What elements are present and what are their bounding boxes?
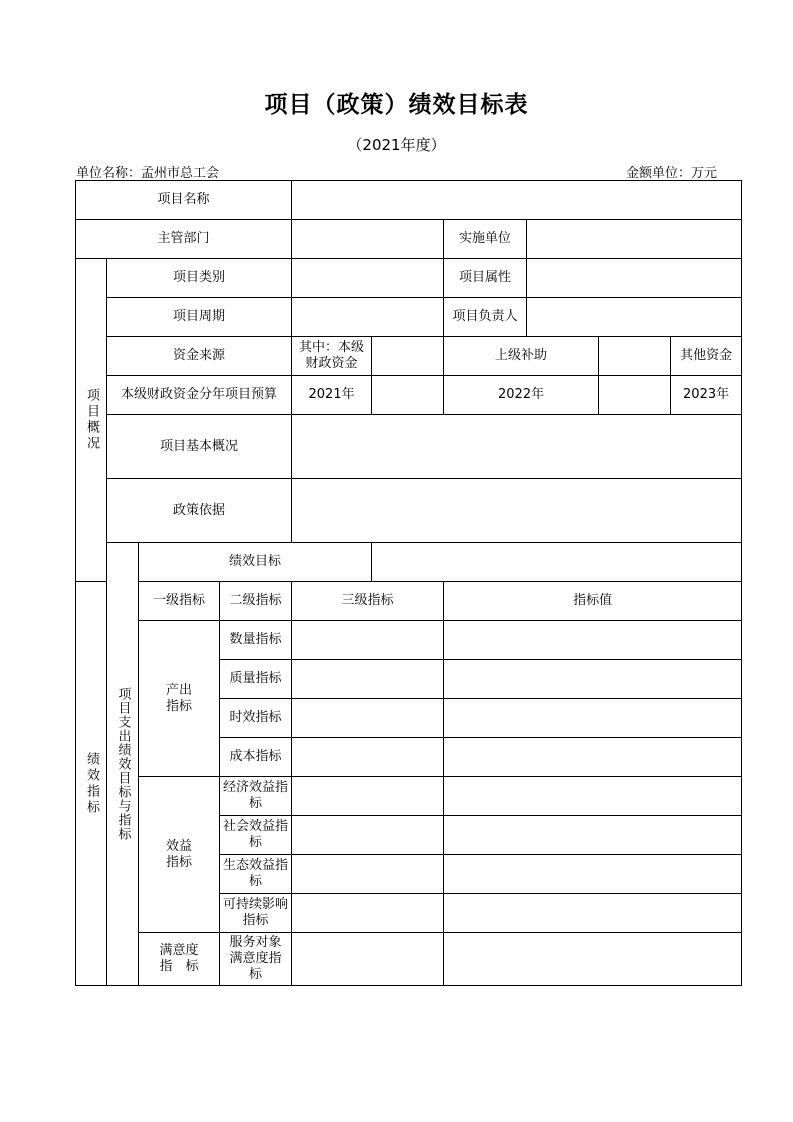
value-satisfaction-l3[interactable]: [292, 933, 444, 986]
value-project-name[interactable]: [292, 181, 742, 220]
label-output: [139, 621, 220, 777]
label-benefit-ecological: 生态效益指 标: [220, 855, 292, 894]
label-satisfaction: [139, 933, 220, 986]
row-fund-source: [76, 337, 742, 376]
value-benefit-social-l3[interactable]: [292, 816, 444, 855]
amount-unit: 金额单位：万元: [625, 166, 717, 181]
value-project-type[interactable]: [292, 259, 444, 298]
header-level2: 二级指标: [220, 582, 292, 621]
label-benefit-economic: 经济效益指 标: [220, 777, 292, 816]
label-benefit-social: 社会效益指 标: [220, 816, 292, 855]
label-fund-local: [292, 337, 372, 376]
row-indicator-header: [76, 582, 742, 621]
label-year-2022: 2022年: [444, 376, 599, 415]
label-project-overview: 项目基本概况: [107, 415, 292, 479]
value-output-quality[interactable]: [444, 660, 742, 699]
page-title: 项目（政策）绩效目标表: [264, 92, 529, 118]
value-benefit-sustainable-l3[interactable]: [292, 894, 444, 933]
label-project-leader: 项目负责人: [444, 298, 527, 337]
label-project-attr: 项目属性: [444, 259, 527, 298]
value-output-timeliness-l3[interactable]: [292, 699, 444, 738]
value-benefit-ecological-l3[interactable]: [292, 855, 444, 894]
value-benefit-economic[interactable]: [444, 777, 742, 816]
section-overview: [76, 259, 107, 582]
label-output-timeliness: 时效指标: [220, 699, 292, 738]
label-satisfaction-text: 满意度指 标: [159, 943, 199, 974]
value-project-overview[interactable]: [292, 415, 742, 479]
row-policy-basis: [76, 479, 742, 543]
header-level1: 一级指标: [139, 582, 220, 621]
value-department[interactable]: [292, 220, 444, 259]
label-year-2023: 2023年: [671, 376, 742, 415]
section-performance-label: 项目支出绩效目标与指标: [115, 687, 131, 841]
label-impl-unit: 实施单位: [444, 220, 527, 259]
value-fund-local[interactable]: [372, 337, 444, 376]
value-output-quantity[interactable]: [444, 621, 742, 660]
label-fund-local-text: 其中：本级财政资金: [299, 340, 365, 371]
row-benefit-economic: [76, 777, 742, 816]
row-project-type: [76, 259, 742, 298]
label-benefit-sustainable: 可持续影响指标: [220, 894, 292, 933]
label-satisfaction-item: [220, 933, 308, 986]
value-impl-unit[interactable]: [527, 220, 742, 259]
label-perf-goal: 绩效目标: [139, 543, 372, 582]
label-output-text: 产出指标: [165, 682, 192, 714]
section-overview-label: 项目概况: [84, 388, 99, 452]
year-subtitle: （2021年度）: [347, 136, 446, 154]
row-budget-by-year: [76, 376, 742, 415]
value-benefit-ecological[interactable]: [444, 855, 742, 894]
value-perf-goal[interactable]: [372, 543, 742, 582]
label-department: 主管部门: [76, 220, 292, 259]
value-output-quantity-l3[interactable]: [292, 621, 444, 660]
label-project-name: 项目名称: [76, 181, 292, 220]
section-performance: [107, 543, 139, 986]
label-fund-other: 其他资金: [671, 337, 742, 376]
value-output-quality-l3[interactable]: [292, 660, 444, 699]
value-benefit-sustainable[interactable]: [444, 894, 742, 933]
row-project-overview: [76, 415, 742, 479]
value-output-timeliness[interactable]: [444, 699, 742, 738]
label-policy-basis: 政策依据: [107, 479, 292, 543]
row-department: [76, 220, 742, 259]
label-output-cost: 成本指标: [220, 738, 292, 777]
value-project-leader[interactable]: [527, 298, 742, 337]
value-output-cost[interactable]: [444, 738, 742, 777]
value-project-attr[interactable]: [527, 259, 742, 298]
value-satisfaction[interactable]: [444, 933, 742, 986]
label-satisfaction-item-text: 服务对象满意度指 标: [229, 935, 308, 982]
value-output-cost-l3[interactable]: [292, 738, 444, 777]
section-perf-indicators-label: 绩效指标: [84, 751, 99, 816]
row-satisfaction: [76, 933, 742, 986]
label-project-period: 项目周期: [107, 298, 292, 337]
unit-name: 单位名称：孟州市总工会: [76, 166, 220, 181]
label-year-2021: 2021年: [292, 376, 372, 415]
label-project-type: 项目类别: [107, 259, 292, 298]
value-fund-upper[interactable]: [599, 337, 671, 376]
header-value: 指标值: [444, 582, 742, 621]
label-output-quality: 质量指标: [220, 660, 292, 699]
row-project-name: [76, 181, 742, 220]
value-benefit-economic-l3[interactable]: [292, 777, 444, 816]
row-project-period: [76, 298, 742, 337]
header-level3: 三级指标: [292, 582, 444, 621]
label-fund-upper: 上级补助: [444, 337, 599, 376]
label-budget-by-year: 本级财政资金分年项目预算: [107, 376, 292, 415]
label-benefit-text: 效益指标: [165, 838, 192, 870]
label-output-quantity: 数量指标: [220, 621, 292, 660]
section-perf-indicators: [76, 582, 107, 986]
value-project-period[interactable]: [292, 298, 444, 337]
row-output-quantity: [76, 621, 742, 660]
value-benefit-social[interactable]: [444, 816, 742, 855]
row-perf-goal: [76, 543, 742, 582]
value-year-2022[interactable]: [599, 376, 671, 415]
value-year-2021[interactable]: [372, 376, 444, 415]
value-policy-basis[interactable]: [292, 479, 742, 543]
label-fund-source: 资金来源: [107, 337, 292, 376]
performance-form-table: [75, 180, 742, 986]
label-benefit: [139, 777, 220, 933]
